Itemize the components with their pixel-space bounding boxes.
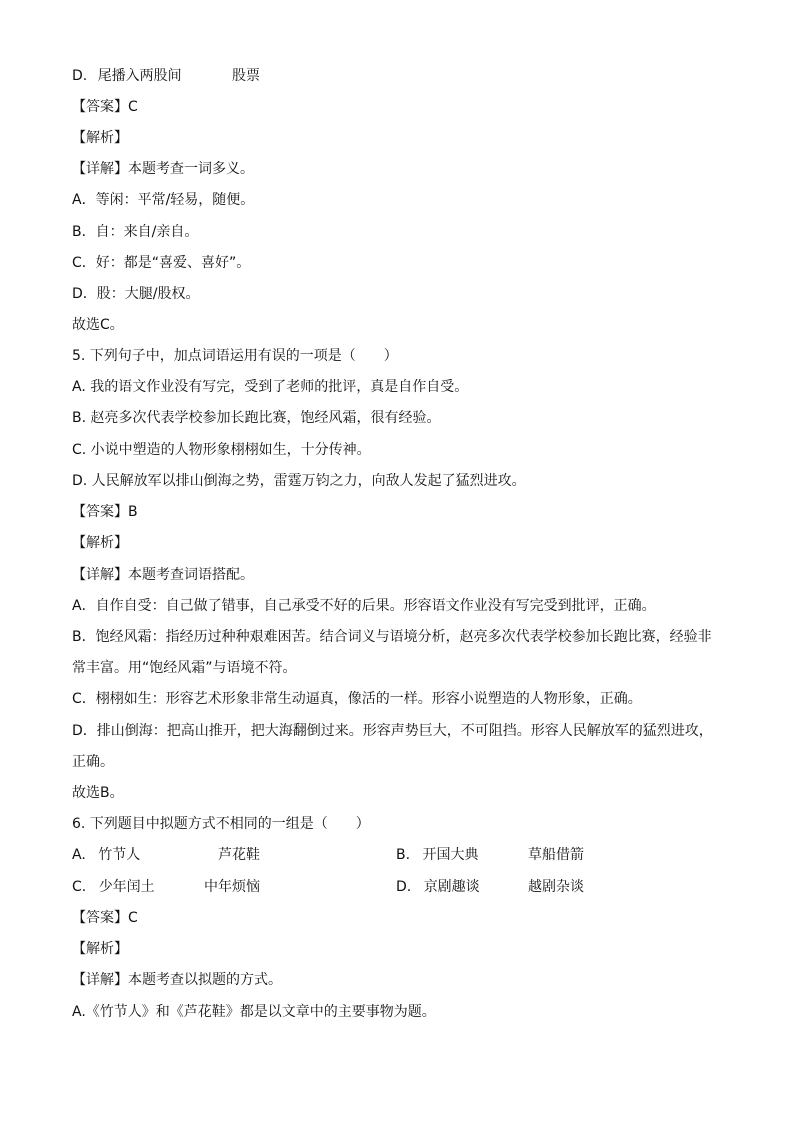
q5-answer: 【答案】B xyxy=(72,504,138,520)
q6-answer: 【答案】C xyxy=(72,910,138,926)
q6-options-row-1 xyxy=(72,845,722,865)
q4-explain-d: D．股：大腿/股权。 xyxy=(72,286,200,302)
option-label: D. xyxy=(72,68,88,84)
q5-detail: 【详解】本题考查词语搭配。 xyxy=(72,567,254,583)
q6-stem: 6. 下列题目中拟题方式不相同的一组是（ ） xyxy=(72,816,370,832)
option-label: A. xyxy=(72,847,86,863)
q4-explain-c: C．好：都是“喜爱、喜好”。 xyxy=(72,255,251,271)
q5-stem: 5. 下列句子中，加点词语运用有误的一项是（ ） xyxy=(72,348,398,364)
q4-explain-a: A．等闲：平常/轻易，随便。 xyxy=(72,192,255,208)
q4-explain-b: B．自：来自/亲自。 xyxy=(72,224,199,240)
q5-analysis-heading: 【解析】 xyxy=(72,535,128,551)
option-text: 尾播入两股间 xyxy=(97,68,182,84)
q6-analysis-heading: 【解析】 xyxy=(72,941,128,957)
q5-explain-d: D．排山倒海：把高山推开，把大海翻倒过来。形容声势巨大，不可阻挡。形容人民解放军的猛烈进攻， xyxy=(72,723,713,739)
option-label: B. xyxy=(396,847,411,863)
q4-choice: 故选C。 xyxy=(72,317,124,333)
q6-option-c xyxy=(72,879,260,895)
option-label: D. xyxy=(396,879,412,895)
option-text-2: 草船借箭 xyxy=(528,847,584,863)
option-text-2: 越剧杂谈 xyxy=(528,879,584,895)
q6-options-row-2 xyxy=(72,877,722,897)
q6-option-a xyxy=(72,847,260,863)
q5-explain-b-cont: 常丰富。用“饱经风霜”与语境不符。 xyxy=(72,660,297,676)
option-text-1: 开国大典 xyxy=(422,847,479,863)
q6-option-b xyxy=(396,845,584,865)
q6-explain-a: A.《竹节人》和《芦花鞋》都是以文章中的主要事物为题。 xyxy=(72,1004,436,1020)
q4-answer: 【答案】C xyxy=(72,99,138,115)
option-text-1: 京剧趣谈 xyxy=(423,879,480,895)
q5-explain-a: A．自作自受：自己做了错事，自己承受不好的后果。形容语文作业没有写完受到批评，正确。 xyxy=(72,598,656,614)
q5-choice: 故选B。 xyxy=(72,785,124,801)
option-text-2: 中年烦恼 xyxy=(204,879,260,895)
option-label: C. xyxy=(72,879,87,895)
option-text-1: 少年闰土 xyxy=(98,879,155,895)
q5-option-d: D. 人民解放军以排山倒海之势，雷霆万钧之力，向敌人发起了猛烈进攻。 xyxy=(72,473,526,489)
option-word: 股票 xyxy=(232,68,260,84)
q4-option-d xyxy=(72,66,260,86)
option-text-1: 竹节人 xyxy=(98,847,141,863)
q4-analysis-heading: 【解析】 xyxy=(72,130,128,146)
q5-explain-d-cont: 正确。 xyxy=(72,754,114,770)
q6-detail: 【详解】本题考查以拟题的方式。 xyxy=(72,972,282,988)
q5-option-c: C. 小说中塑造的人物形象栩栩如生，十分传神。 xyxy=(72,442,371,458)
q5-explain-b: B．饱经风霜：指经历过种种艰难困苦。结合词义与语境分析，赵亮多次代表学校参加长跑比赛，经验非 xyxy=(72,629,712,645)
q5-option-b: B. 赵亮多次代表学校参加长跑比赛，饱经风霜，很有经验。 xyxy=(72,410,441,426)
option-text-2: 芦花鞋 xyxy=(218,847,260,863)
q4-detail: 【详解】本题考查一词多义。 xyxy=(72,161,254,177)
q5-explain-c: C．栩栩如生：形容艺术形象非常生动逼真，像活的一样。形容小说塑造的人物形象，正确。 xyxy=(72,691,642,707)
q5-option-a: A. 我的语文作业没有写完，受到了老师的批评，真是自作自受。 xyxy=(72,379,469,395)
q6-option-d xyxy=(396,877,584,897)
